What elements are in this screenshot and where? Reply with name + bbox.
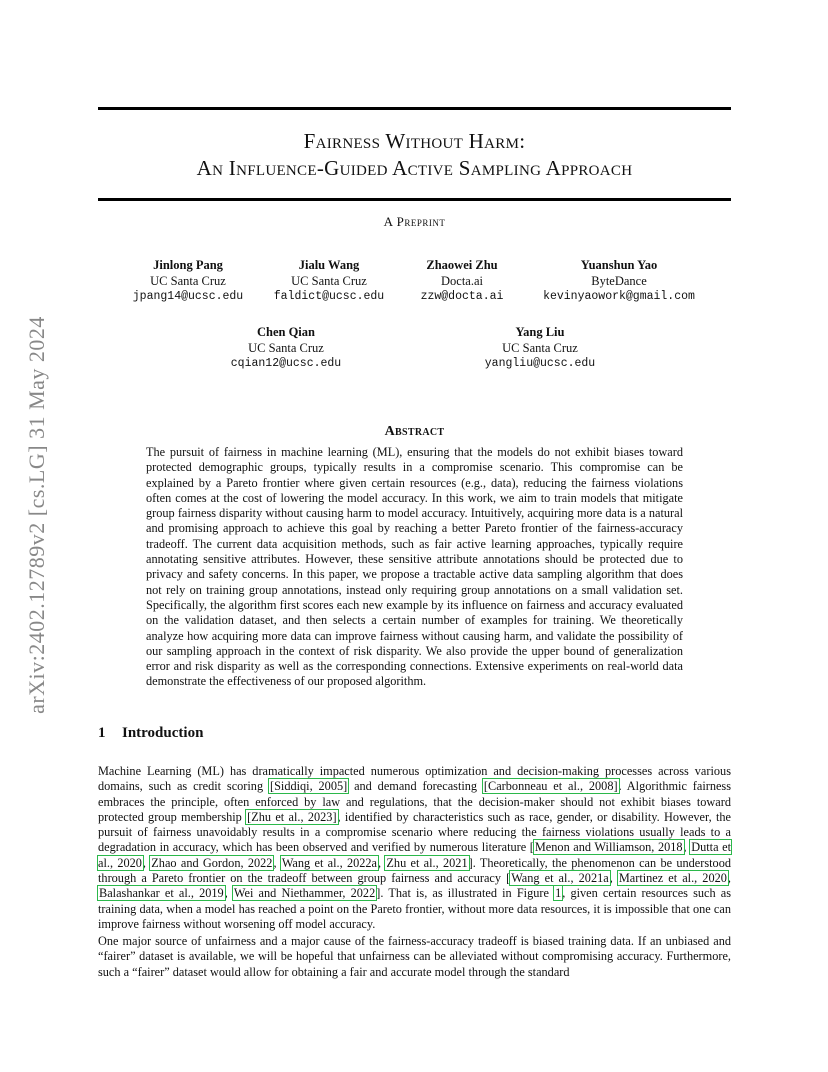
text-run: , xyxy=(273,855,281,870)
author-email[interactable]: zzw@docta.ai xyxy=(420,290,504,303)
citation-link[interactable]: Dutta et al., 2020 xyxy=(98,840,731,870)
author-affiliation: UC Santa Cruz xyxy=(291,273,367,288)
author-email[interactable]: jpang14@ucsc.edu xyxy=(132,290,244,303)
abstract-heading: Abstract xyxy=(384,424,445,439)
citation-link[interactable]: [Siddiqi, 2005] xyxy=(269,779,348,794)
author-affiliation: UC Santa Cruz xyxy=(248,340,324,355)
text-run: and demand forecasting xyxy=(348,779,483,794)
text-run: , xyxy=(142,855,151,870)
title-line-1: Fairness Without Harm: xyxy=(303,129,526,153)
text-run: , xyxy=(727,871,731,886)
text-run: , xyxy=(378,855,386,870)
text-run: , given certain resources such as training data, when a model has reached a point on the Pareto frontier, without more data resources, it is impossible that one can improve fairness without worsening off model accuracy. xyxy=(98,886,731,931)
citation-link[interactable]: Zhao and Gordon, 2022 xyxy=(151,855,273,870)
title-rule-bottom xyxy=(98,198,731,201)
text-run: ]. That is, as illustrated in Figure xyxy=(376,886,555,901)
citation-link[interactable]: Wei and Niethammer, 2022 xyxy=(233,886,376,901)
paper-title xyxy=(98,128,731,182)
text-run: . Algorithmic fairness embraces the principle, often enforced by law and regulations, that the decision-maker should not exhibit biases toward protected group membership xyxy=(98,779,732,824)
author-block xyxy=(118,258,258,305)
preprint-label: A Preprint xyxy=(383,214,446,229)
intro-paragraph-2: One major source of unfairness and a major cause of the fairness-accuracy tradeoff is biased training data. If an unbiased and “fairer” dataset is available, we will be hopeful that unfairness can be alleviated without compromising accuracy. Furthermore, such a “fairer” dataset would allow for obtaining a fair and accurate model through the standard xyxy=(98,934,731,979)
text-run: , xyxy=(683,840,691,855)
citation-link[interactable]: [Zhu et al., 2023] xyxy=(247,809,337,824)
author-block xyxy=(470,325,610,372)
author-block xyxy=(216,325,356,372)
author-email[interactable]: yangliu@ucsc.edu xyxy=(484,357,596,370)
title-rule-top xyxy=(98,107,731,110)
arxiv-side-stamp xyxy=(22,270,52,760)
author-name: Zhaowei Zhu xyxy=(426,258,498,272)
section-heading xyxy=(98,725,203,742)
author-block xyxy=(262,258,396,305)
author-name: Jialu Wang xyxy=(298,258,360,272)
author-affiliation: ByteDance xyxy=(591,273,647,288)
author-name: Yuanshun Yao xyxy=(580,258,658,272)
citation-link[interactable]: Balashankar et al., 2019 xyxy=(99,886,224,901)
author-email[interactable]: cqian12@ucsc.edu xyxy=(230,357,342,370)
citation-link[interactable]: Zhu et al., 2021 xyxy=(386,855,468,870)
text-run: , xyxy=(224,886,233,901)
author-name: Jinlong Pang xyxy=(153,258,223,272)
author-block xyxy=(530,258,708,305)
author-affiliation: UC Santa Cruz xyxy=(502,340,578,355)
text-run: , identified by characteristics such as race, gender, or disability. However, the pursuit of fairness unavoidably results in a compromise scenario where reducing the fairness violations usually leads to a degradation in accuracy, which has been observed and verified by numerous literature [ xyxy=(98,809,732,855)
citation-link[interactable]: Martinez et al., 2020 xyxy=(618,871,727,886)
author-affiliation: UC Santa Cruz xyxy=(150,273,226,288)
arxiv-identifier: arXiv:2402.12789v2 [cs.LG] 31 May 2024 xyxy=(24,316,49,714)
intro-paragraph-1 xyxy=(98,764,731,932)
section-number: 1 xyxy=(98,725,106,741)
author-email[interactable]: faldict@ucsc.edu xyxy=(273,290,385,303)
figure-ref-link[interactable]: 1 xyxy=(555,886,562,901)
section-title: Introduction xyxy=(122,725,204,741)
text-run: ]. Theoretically, the phenomenon can be understood through a Pareto frontier on the tradeoff between group fairness and accuracy [ xyxy=(98,855,731,886)
citation-link[interactable]: [Carbonneau et al., 2008] xyxy=(483,779,618,794)
citation-link[interactable]: Wang et al., 2021a xyxy=(511,871,609,886)
citation-link[interactable]: Menon and Williamson, 2018 xyxy=(534,840,683,855)
author-block xyxy=(402,258,522,305)
text-run: Machine Learning (ML) has dramatically impacted numerous optimization and decision-making processes across various domains, such as credit scoring xyxy=(98,764,731,794)
author-name: Chen Qian xyxy=(256,325,315,339)
abstract-text: The pursuit of fairness in machine learning (ML), ensuring that the models do not exhibit biases toward protected demographic groups, typically results in a compromise scenario. This compromise can be explained by a Pareto frontier where given certain resources (e.g., data), reducing the fairness violations often comes at the cost of lowering the model accuracy. In this work, we aim to train models that mitigate group fairness disparity without causing harm to model accuracy. Intuitively, acquiring more data is a natural and promising approach to achieve this goal by reaching a better Pareto frontier of the fairness-accuracy tradeoff. The current data acquisition methods, such as fair active learning approaches, typically require annotating sensitive attributes. However, these sensitive attribute annotations should be protected due to privacy and safety concerns. In this paper, we propose a tractable active data sampling algorithm that does not rely on training group annotations, instead only requiring group annotations on a small validation set. Specifically, the algorithm first scores each new example by its influence on fairness and accuracy evaluated on the validation dataset, and then selects a certain number of examples for training. We theoretically analyze how acquiring more data can improve fairness without causing harm, and validate the possibility of our sampling approach in the context of risk disparity. We also provide the upper bound of generalization error and risk disparity as well as the corresponding connections. Extensive experiments on real-world data demonstrate the effectiveness of our proposed algorithm. xyxy=(146,445,683,689)
author-affiliation: Docta.ai xyxy=(441,273,483,288)
title-line-2: An Influence-Guided Active Sampling Approach xyxy=(196,156,633,180)
author-name: Yang Liu xyxy=(515,325,565,339)
text-run: , xyxy=(609,871,618,886)
author-email[interactable]: kevinyaowork@gmail.com xyxy=(543,290,695,303)
citation-link[interactable]: Wang et al., 2022a xyxy=(281,855,378,870)
